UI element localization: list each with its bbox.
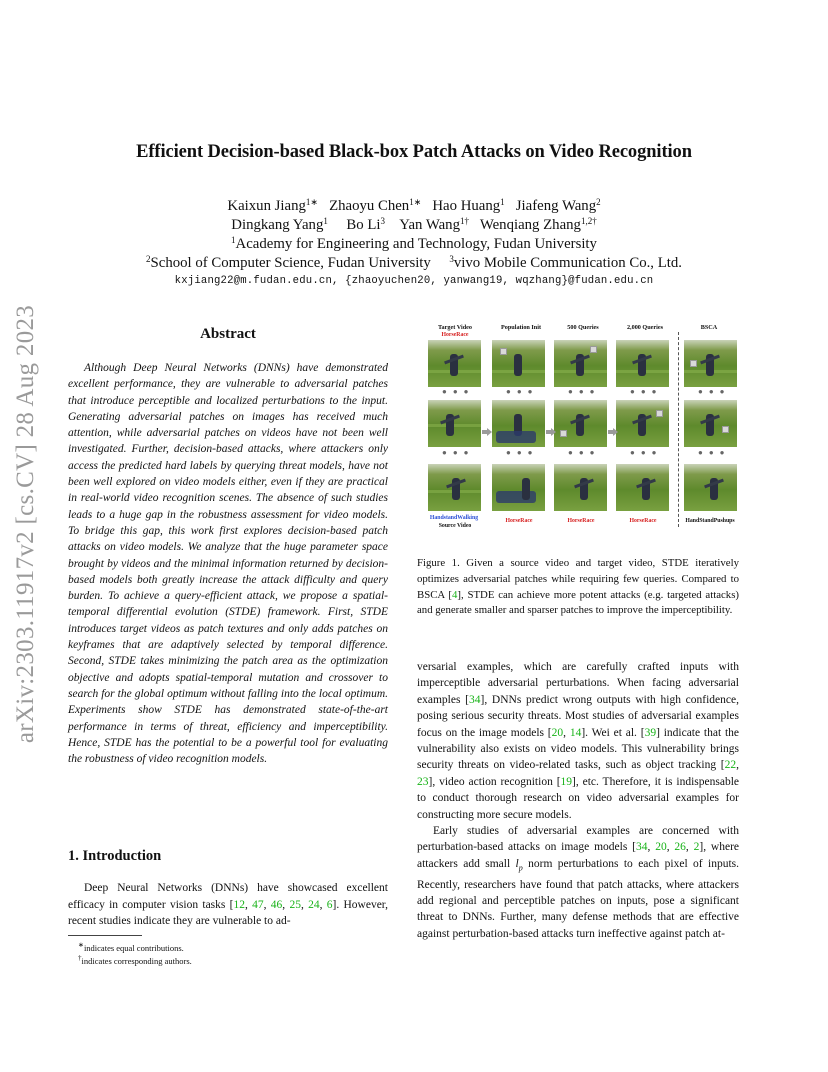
affiliation-text: Academy for Engineering and Technology, Fudan University [235,236,597,252]
figure-caption [417,556,739,619]
citation-link[interactable]: 34 [635,841,648,854]
video-frame [554,340,607,387]
paragraph: Early studies of adversarial examples are concerned with perturbation-based attacks on image models [34, 20, 26, 2], where attackers add small $l_p$ norm perturbations to each pixel of inputs. Recently, researchers have found that patch attacks, where attackers add regional and perceptible patches on inputs, pose a significant threat to DNNs. Further, many defense methods that are effective against perturbation-based attacks turn ineffective against patch at- [417,825,740,940]
body-text: ], where attackers add small [417,841,740,870]
video-frame [684,340,737,387]
author-name: Bo Li [346,217,381,233]
ellipsis-dots: ● ● ● [506,387,535,396]
video-frame [492,464,545,511]
math-symbol: l [515,857,519,870]
video-frame [616,400,669,447]
predicted-class-label: HorseRace [505,518,533,524]
predicted-class-label: HorseRace [629,518,657,524]
math-subscript: p [518,863,523,873]
source-class-label: HandstandWalking [429,515,479,521]
citation-link[interactable]: 24 [308,898,320,911]
body-text: Deep Neural Networks (DNNs) have showcased excellent efficacy in computer vision tasks [ [68,882,388,911]
footnote-rule [68,935,142,936]
citation-link[interactable]: 39 [644,726,657,739]
author-name: Hao Huang [432,198,501,214]
author-affiliation-mark: 1 [323,216,328,226]
body-text: , [563,726,570,739]
video-frame [492,340,545,387]
body-text: ], DNNs predict wrong outputs with high confidence, posing serious security threats. Most studies of adversarial examples focus on the image models [ [417,693,739,739]
citation-link[interactable]: 46 [270,898,283,911]
paper-title: Efficient Decision-based Black-box Patch Attacks on Video Recognition [136,142,692,162]
author-affiliation-mark: 1∗ [305,197,318,207]
citation-link[interactable]: 20 [551,726,564,739]
ellipsis-dots: ● ● ● [698,448,727,457]
right-column-body [417,659,739,942]
body-text: ]. Wei et al. [ [581,726,645,739]
abstract-heading: Abstract [200,326,256,342]
video-frame [554,464,607,511]
figure-column-title: Target Video [438,324,472,331]
ellipsis-dots: ● ● ● [630,448,659,457]
section-heading: 1. Introduction [68,848,162,864]
video-frame [616,340,669,387]
arrow-icon [482,428,492,436]
affiliation-mark: 2 [146,254,151,264]
citation-link[interactable]: 26 [674,841,686,854]
citation-link[interactable]: 12 [233,898,245,911]
video-frame [684,400,737,447]
affiliation-text: vivo Mobile Communication Co., Ltd. [453,255,682,271]
body-text: norm perturbations to each pixel of inputs. Recently, researchers have found that patch attacks, where attackers add regional and perceptible patches on inputs, pose a significant threat to DNNs. Further, many defense methods that are effective against perturbation-based attacks turn ineffective against patch at- [417,857,739,940]
author-name: Zhaoyu Chen [329,198,410,214]
citation-link[interactable]: 14 [569,726,582,739]
ellipsis-dots: ● ● ● [506,448,535,457]
affiliation-text: School of Computer Science, Fudan University [150,255,431,271]
citation-link[interactable]: 20 [655,841,667,854]
figure-1 [420,324,738,536]
ellipsis-dots: ● ● ● [568,387,597,396]
body-text: ]. However, recent studies indicate they are vulnerable to ad- [68,898,389,927]
arrow-icon [546,428,556,436]
body-text: ] indicate that the vulnerability also exists on video models. This vulnerability brings security threats on video-related tasks, such as object tracking [ [417,726,739,772]
ellipsis-dots: ● ● ● [442,448,471,457]
citation-link[interactable]: 47 [252,898,264,911]
author-affiliation-mark: 1† [459,216,469,226]
author-name: Kaixun Jiang [227,198,306,214]
figure-column-title: 500 Queries [567,324,599,331]
paragraph [417,659,739,823]
author-name: Wenqiang Zhang [479,217,581,233]
author-affiliation-mark: 1,2† [580,216,597,226]
video-frame [428,400,481,447]
ellipsis-dots: ● ● ● [698,387,727,396]
author-affiliation-mark: 3 [380,216,385,226]
footnote-mark: ∗ [78,941,84,949]
body-text: Early studies of adversarial examples are concerned with perturbation-based attacks on image models [ [417,825,739,854]
arrow-icon [608,428,618,436]
footnote-text: indicates equal contributions. [83,942,184,953]
affiliation-1 [0,234,828,254]
intro-paragraph: Deep Neural Networks (DNNs) have showcased excellent efficacy in computer vision tasks [12, 47, 46, 25, 24, 6]. However, recent studies indicate they are vulnerable to ad- [68,882,389,927]
figure-column-title: 2,000 Queries [626,324,664,331]
author-affiliation-mark: 1 [500,197,505,207]
figure-column-title: Population Init [500,324,542,331]
caption-text: ], STDE can achieve more potent attacks (e.g. targeted attacks) and generate smaller and sparser patches to improve the imperceptibility. [417,588,739,617]
caption-text: Figure 1. Given a source video and target video, STDE iteratively optimizes adversarial patches while requiring few queries. Compared to BSCA [ [417,557,739,601]
abstract-body: Although Deep Neural Networks (DNNs) have demonstrated excellent performance, they are vulnerable to adversarial patches that introduce perceptible and localized perturbations to the input. Generating adversarial patches on images has received much attention, while adversarial patches on videos have not been well investigated. Further, decision-based attacks, where attackers only access the predicted hard labels by querying threat models, have not been well explored on video models either, even if they are practical in real-world video recognition scenes. The absence of such studies leads to a huge gap in the robustness assessment for video models. To bridge this gap, this work first explores decision-based patch attacks on video models. We analyze that the huge parameter space brought by videos and the minimal information returned by decision-based models both greatly increase the attack difficulty and query burden. To achieve a query-efficient attack, we propose a spatial-temporal differential evolution (STDE) framework. First, STDE introduces target videos as patch textures and only adds patches on keyframes that are adaptively selected by temporal difference. Second, STDE takes minimizing the patch area as the optimization objective and adopts spatial-temporal mutation and crossover to search for the global optimum without falling into the local optimum. Experiments show STDE has demonstrated state-of-the-art performance in terms of threat, efficiency and imperceptibility. Hence, STDE has the potential to be a powerful tool for evaluating the robustness of video recognition models. [68,362,388,766]
figure-divider [678,332,679,527]
citation-link[interactable]: 22 [724,759,737,772]
video-frame [554,400,607,447]
author-affiliation-mark: 1∗ [409,197,422,207]
body-text: , [736,759,739,772]
citation-link[interactable]: 2 [693,841,700,854]
citation-link[interactable]: 23 [417,775,429,788]
body-text: ], video action recognition [ [428,775,561,788]
video-frame [428,464,481,511]
video-frame [428,340,481,387]
ellipsis-dots: ● ● ● [442,387,471,396]
target-class-label: HorseRace [441,332,469,338]
author-line-2 [0,215,828,235]
author-affiliation-mark: 2 [596,197,601,207]
citation-link[interactable]: 34 [468,693,481,706]
citation-link[interactable]: 4 [451,588,458,601]
footnote-mark: † [78,954,82,962]
footnote-text: indicates corresponding authors. [81,955,192,966]
predicted-class-label: HandStandPushups [685,518,735,524]
affiliation-mark: 1 [231,235,236,245]
video-frame [616,464,669,511]
source-video-caption: Source Video [438,523,472,529]
video-frame [492,400,545,447]
footnote-corresponding [78,952,192,967]
figure-column-title: BSCA [700,324,718,331]
author-name: Jiafeng Wang [515,198,597,214]
arxiv-identifier: arXiv:2303.11917v2 [cs.CV] 28 Aug 2023 [12,304,39,744]
body-text: versarial examples, which are carefully crafted inputs with imperceptible adversarial perturbations. When facing adversarial examples [ [417,661,739,706]
ellipsis-dots: ● ● ● [568,448,597,457]
body-text: ], etc. Therefore, it is indispensable to conduct thorough research on video adversarial examples for constructing more secure models. [417,775,739,821]
predicted-class-label: HorseRace [567,518,595,524]
author-name: Dingkang Yang [231,217,324,233]
author-name: Yan Wang [399,217,460,233]
affiliation-2-3 [0,253,828,273]
affiliation-mark: 3 [449,254,454,264]
ellipsis-dots: ● ● ● [630,387,659,396]
citation-link[interactable]: 6 [326,898,333,911]
citation-link[interactable]: 19 [560,775,573,788]
citation-link[interactable]: 25 [289,898,301,911]
author-emails: kxjiang22@m.fudan.edu.cn, {zhaoyuchen20, yanwang19, wqzhang}@fudan.edu.cn [174,275,654,287]
author-line-1 [0,196,828,216]
video-frame [684,464,737,511]
